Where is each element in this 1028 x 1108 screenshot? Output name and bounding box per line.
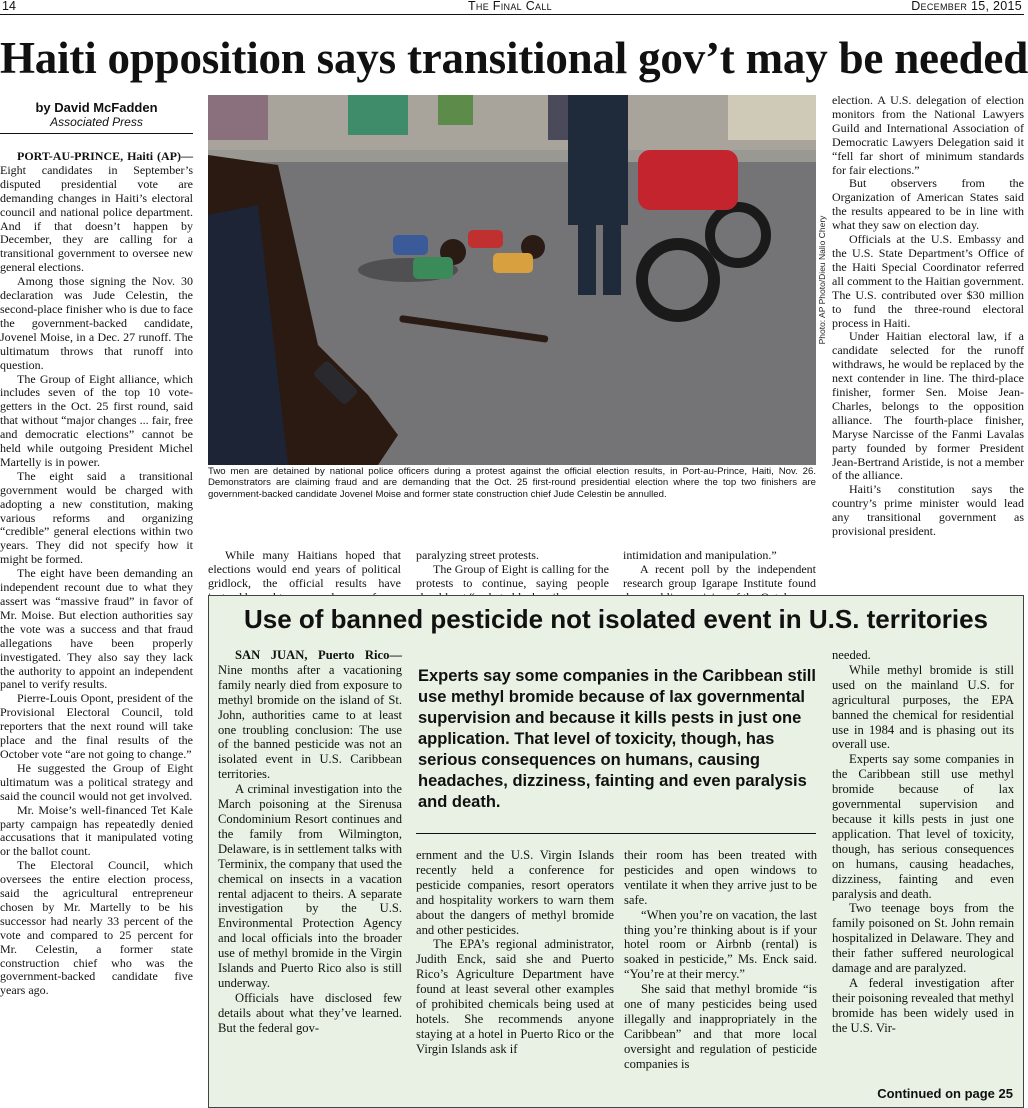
sidebar-paragraph: Two teenage boys from the family poisoned on St. John remain hospitalized in Delaware. They and their father suffered neurological damage and are paralyzed. bbox=[832, 901, 1014, 976]
article-paragraph: intimidation and manipulation.” bbox=[623, 548, 777, 562]
article-column-3 bbox=[416, 549, 609, 591]
article-paragraph: The Group of Eight is calling for the protests to continue, saying people bbox=[416, 561, 609, 590]
article-paragraph: The Electoral Council, which oversees the entire election process, said the agricultural entrepreneur chosen by Mr. Martelly to be his successor had nearly 33 percent of the vote and compared to 25 percent for Mr. Celestin, a former state construction chief who was the government-backed candidate five years ago. bbox=[0, 858, 193, 998]
article-paragraph: The eight have been demanding an independent recount due to what they assert was “massive fraud” in favor of Mr. Moise. But election authorities say the vote was a success and that fraud allegations have been properly investigated. They also say they lack the authority to appoint an independent panel to verify results. bbox=[0, 566, 193, 692]
article-paragraph: Mr. Moise’s well-financed Tet Kale party campaign has repeatedly denied accusations that it manipulated voting or the ballot count. bbox=[0, 802, 193, 859]
article-paragraph: A recent poll by the independent research group Igarape Institute found bbox=[623, 561, 816, 590]
news-photo bbox=[208, 95, 816, 465]
article-paragraph: Pierre-Louis Opont, president of the Provisional Electoral Council, told reporters that the next round will take place and the final results of the October vote “are not going to change.” bbox=[0, 691, 193, 761]
sidebar-paragraph: A federal investigation after their poisoning revealed that methyl bromide has been widely used in the U.S. Vir- bbox=[832, 975, 1014, 1035]
pull-quote-rule bbox=[416, 833, 816, 834]
pull-quote: Experts say some companies in the Caribbean still use methyl bromide because of lax governmental supervision and because it kills pests in just one application. That level of toxicity, though, has serious consequences on humans, causing headaches, dizziness, fainting and even paralysis and death. bbox=[418, 667, 816, 811]
sidebar-column-3 bbox=[624, 848, 817, 1100]
byline-author: by David McFadden bbox=[35, 100, 158, 115]
article-paragraph: Among those signing the Nov. 30 declaration was Jude Celestin, the second-place finisher who is due to face the government-backed candidate, Jovenel Moise, in a Dec. 27 runoff. The ultimatum throws that runoff into question. bbox=[0, 274, 193, 372]
article-paragraph: The Group of Eight alliance, which includes seven of the top 10 vote-getters in the Oct. 25 first round, said that without “major changes ... fair, free and democratic elections” cannot be held while outgoing President Michel Martelly is in power. bbox=[0, 371, 193, 469]
article-paragraph: While many Haitians hoped that elections would end years of political gridlock, the official results have bbox=[208, 548, 401, 590]
issue-date: December 15, 2015 bbox=[911, 0, 1022, 13]
article-paragraph: But observers from the Organization of American States said the results appeared to be in line with what they saw on election day. bbox=[832, 176, 1024, 233]
page-number: 14 bbox=[2, 0, 16, 13]
article-column-1 bbox=[0, 150, 193, 1105]
page-header bbox=[0, 0, 1024, 15]
sidebar-paragraph: their room has been treated with pesticides and open windows to ventilate it when they arrive just to be safe. bbox=[624, 848, 817, 907]
article-column-5 bbox=[832, 94, 1024, 586]
sidebar-headline: Use of banned pesticide not isolated event in U.S. territories bbox=[243, 604, 989, 634]
article-paragraph: Under Haitian electoral law, if a candidate selected for the runoff withdraws, he would be replaced by the next contender in line. The third-place finisher, former Sen. Moise Jean-Charles, belongs to the opposition alliance. The fourth-place finisher, Maryse Narcisse of the Fanmi Lavalas party founded by former President Jean-Bertrand Aristide, is not a member of the alliance. bbox=[832, 329, 1024, 483]
photo-illustration bbox=[208, 95, 816, 465]
sidebar-story-box bbox=[208, 595, 1024, 1108]
sidebar-paragraph: Officials have disclosed few details about what they’ve learned. But the federal gov- bbox=[218, 990, 402, 1035]
article-paragraph: Eight candidates in September’s disputed presidential vote are demanding changes in Haiti’s electoral council and national police department. And if that doesn’t happen by December, they are calling for a transitional government to oversee new general elections. bbox=[0, 162, 193, 275]
article-paragraph: The eight said a transitional government would be charged with adopting a new constitution, making various reforms and organizing “credible” general elections within two years. They did not specify how it might be formed. bbox=[0, 468, 193, 567]
sidebar-paragraph: She said that methyl bromide “is one of many pesticides being used illegally and inappropriately in the Caribbean” and that more local oversight and regulation of pesticide companies is bbox=[624, 982, 817, 1071]
sidebar-column-2 bbox=[416, 848, 614, 1100]
photo-credit: Photo: AP Photo/Dieu Nalio Chery bbox=[817, 215, 827, 345]
article-dateline: PORT-AU-PRINCE, Haiti (AP)— bbox=[17, 149, 193, 163]
sidebar-paragraph: ernment and the U.S. Virgin Islands recently held a conference for pesticide companies, resort operators and hospitality workers to warn them about the dangers of methyl bromide and other pesticides. bbox=[416, 848, 614, 937]
article-paragraph: Haiti’s constitution says the country’s prime minister would lead any transitional government as provisional president. bbox=[832, 482, 1024, 539]
article-column-4 bbox=[623, 549, 816, 591]
photo-caption: Two men are detained by national police officers during a protest against the official election results, in Port-au-Prince, Haiti, Nov. 26. Demonstrators are claiming fraud and are demanding that the Oct. 25 first-round presidential election where the top two finishers are government-backed candidate Jovenel Moise and former state construction chief Jude Celestin be annulled. bbox=[208, 466, 816, 500]
article-paragraph: paralyzing street protests. bbox=[416, 548, 539, 562]
publication-name: The Final Call bbox=[468, 0, 552, 13]
sidebar-paragraph: Experts say some companies in the Caribbean still use methyl bromide because of lax governmental supervision and because it kills pests in just one application. That level of toxicity, though, has serious consequences on humans, causing headaches, dizziness, fainting and even paralysis and death. bbox=[832, 752, 1014, 901]
sidebar-paragraph: The EPA’s regional administrator, Judith Enck, said she and Puerto Rico’s Agriculture Department have found at least several other examples of prohibited chemicals being used at hotels. She recommends anyone staying at a hotel in Puerto Rico or the Virgin Islands ask if bbox=[416, 937, 614, 1056]
sidebar-column-1 bbox=[218, 648, 402, 1100]
sidebar-paragraph: A criminal investigation into the March poisoning at the Sirenusa Condominium Resort continues and the family from Wilmington, Delaware, is in settlement talks with Terminix, the company that used the chemical on insects in a vacation rental adjacent to theirs. A separate investigation by the U.S. Environmental Protection Agency and local officials into the broader use of methyl bromide in the Virgin Islands and Puerto Rico also is still underway. bbox=[218, 782, 402, 990]
sidebar-paragraph: “When you’re on vacation, the last thing you’re thinking about is if your hotel room or Airbnb (rental) is soaked in pesticide,” Ms. Enck said. “You’re at their mercy.” bbox=[624, 907, 817, 982]
main-headline: Haiti opposition says transitional gov’t may be needed bbox=[0, 33, 1028, 83]
article-paragraph: election. A U.S. delegation of election monitors from the National Lawyers Guild and International Association of Democratic Lawyers Delegation said it “fell far short of minimum standards for fair elections.” bbox=[832, 93, 1024, 177]
sidebar-dateline: SAN JUAN, Puerto Rico— bbox=[235, 648, 402, 662]
article-paragraph: He suggested the Group of Eight ultimatum was a political strategy and said the council would not get involved. bbox=[0, 760, 193, 803]
byline bbox=[0, 100, 193, 134]
article-paragraph: Officials at the U.S. Embassy and the U.S. State Department’s Office of the Haiti Special Coordinator referred all comment to the Haitian government. The U.S. contributed over $30 million to fund the three-round electoral process in Haiti. bbox=[832, 232, 1024, 330]
sidebar-column-4 bbox=[832, 648, 1014, 1080]
continued-link[interactable]: Continued on page 25 bbox=[877, 1086, 1013, 1101]
sidebar-paragraph: While methyl bromide is still used on the mainland U.S. for agricultural purposes, the EPA banned the chemical for residential use in 1984 and is phasing out its overall use. bbox=[832, 662, 1014, 752]
sidebar-paragraph: needed. bbox=[832, 648, 871, 662]
byline-agency: Associated Press bbox=[50, 115, 143, 129]
article-column-2 bbox=[208, 549, 401, 591]
sidebar-paragraph: Nine months after a vacationing family nearly died from exposure to methyl bromide on the island of St. John, authorities came to at least one troubling conclusion: The use of the banned pesticide was not an isolated event in U.S. Caribbean territories. bbox=[218, 662, 402, 782]
